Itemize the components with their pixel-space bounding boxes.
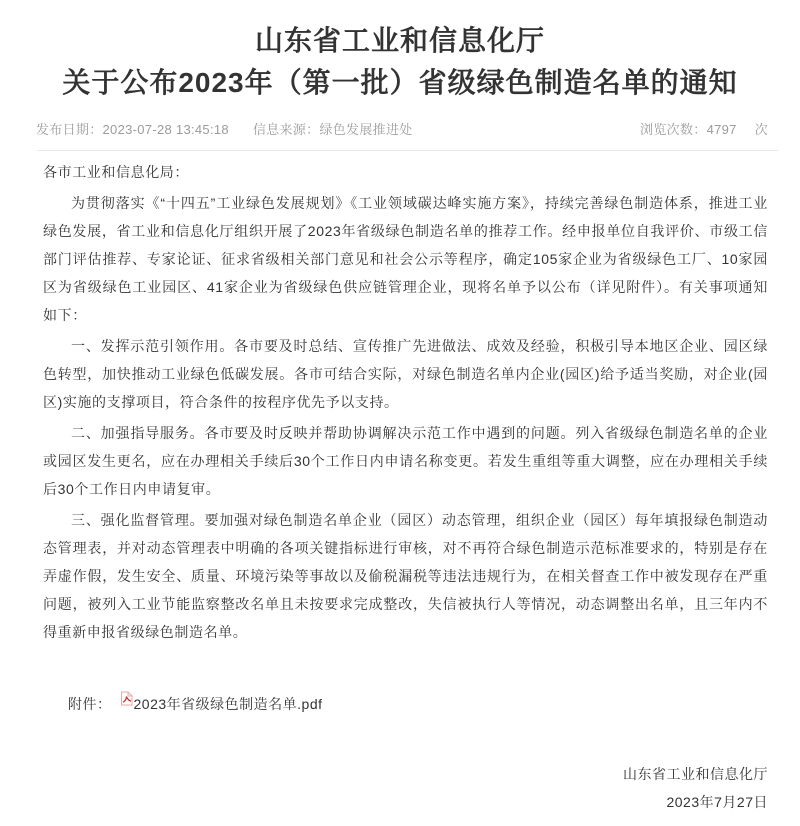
salutation: 各市工业和信息化局： xyxy=(43,164,189,180)
attachment-label: 附件： xyxy=(68,696,112,712)
divider xyxy=(37,150,778,151)
signature-org: 山东省工业和信息化厅 xyxy=(623,766,768,782)
info-source-label: 信息来源： xyxy=(252,122,320,137)
notice-paragraph-1: 一、发挥示范引领作用。各市要及时总结、宣传推广先进做法、成效及经验，积极引导本地区企业、园区绿色转型，加快推动工业绿色低碳发展。各市可结合实际，对绿色制造名单内企业(园区)给予适当奖励，对企业(园区)实施的支撑项目，符合条件的按程序优先予以支持。 xyxy=(43,338,768,410)
view-count-label: 浏览次数： xyxy=(640,122,707,137)
attachment-link[interactable]: 2023年省级绿色制造名单.pdf xyxy=(133,696,323,712)
view-count-value: 4797 xyxy=(706,122,737,137)
attachment-row xyxy=(68,694,800,714)
publish-date xyxy=(36,119,229,138)
view-count xyxy=(640,119,768,138)
signature-block xyxy=(0,760,768,826)
info-source xyxy=(253,119,413,138)
article-meta xyxy=(36,119,768,138)
notice-paragraph-3: 三、强化监督管理。要加强对绿色制造名单企业（园区）动态管理，组织企业（园区）每年填报绿色制造动态管理表，并对动态管理表中明确的各项关键指标进行审核，对不再符合绿色制造示范标准要求的，特别是存在弄虚作假，发生安全、质量、环境污染等事故以及偷税漏税等违法违规行为，在相关督查工作中被发现存在严重问题，被列入工业节能监察整改名单且未按要求完成整改，失信被执行人等情况，动态调整出名单，且三年内不得重新申报省级绿色制造名单。 xyxy=(43,512,768,640)
notice-body xyxy=(43,158,768,646)
page-title-line-2: 关于公布2023年（第一批）省级绿色制造名单的通知 xyxy=(62,67,738,98)
page-title-line-1: 山东省工业和信息化厅 xyxy=(254,25,545,56)
publish-date-value: 2023-07-28 13:45:18 xyxy=(102,122,229,137)
pdf-file-icon xyxy=(120,691,133,706)
signature-date: 2023年7月27日 xyxy=(666,794,768,810)
view-count-unit: 次 xyxy=(754,122,768,137)
publish-date-label: 发布日期： xyxy=(36,122,103,137)
notice-paragraph-2: 二、加强指导服务。各市要及时反映并帮助协调解决示范工作中遇到的问题。列入省级绿色制造名单的企业或园区发生更名，应在办理相关手续后30个工作日内申请名称变更。若发生重组等重大调整，应在办理相关手续后30个工作日内申请复审。 xyxy=(43,425,768,497)
article-meta-left xyxy=(36,119,413,138)
notice-paragraph-intro: 为贯彻落实《“十四五”工业绿色发展规划》《工业领域碳达峰实施方案》，持续完善绿色制造体系，推进工业绿色发展，省工业和信息化厅组织开展了2023年省级绿色制造名单的推荐工作。经申报单位自我评价、市级工信部门评估推荐、专家论证、征求省级相关部门意见和社会公示等程序，确定105家企业为省级绿色工厂、10家园区为省级绿色工业园区、41家企业为省级绿色供应链管理企业，现将名单予以公布（详见附件）。有关事项通知如下： xyxy=(43,195,768,323)
page-title xyxy=(0,0,800,104)
info-source-value: 绿色发展推进处 xyxy=(319,122,413,137)
